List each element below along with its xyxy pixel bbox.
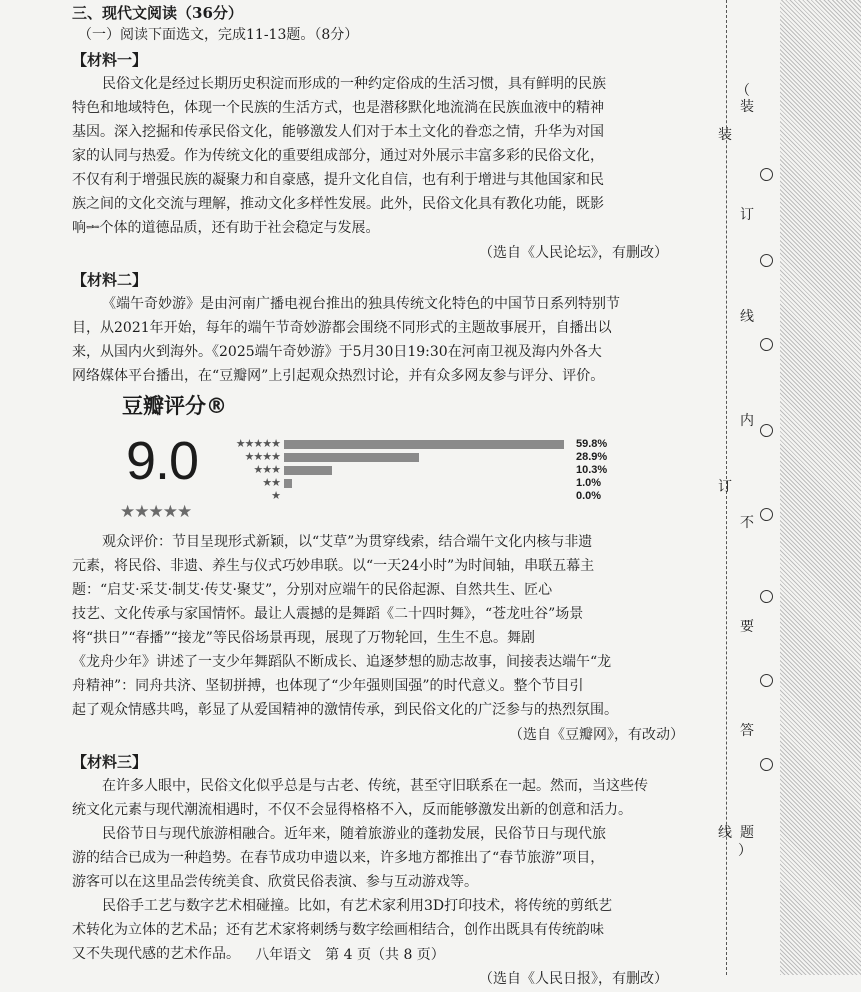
rating-row xyxy=(220,477,640,490)
material1-line: 响ᆂ个体的道德品质，还有助于社会稳定与发展。 xyxy=(72,220,380,236)
material3-line: 术转化为立体的艺术品；还有艺术家将刺绣与数字绘画相结合，创作出既具有传统韵味 xyxy=(72,922,604,938)
material1-line: 基因。深入挖掘和传承民俗文化，能够激发人们对于本土文化的眷恋之情，升华为对国 xyxy=(72,124,604,140)
material2-line: 来，从国内火到海外。《2025端午奇妙游》于5月30日19:30在河南卫视及海内外各大 xyxy=(72,344,602,360)
binding-hole-circle xyxy=(760,508,773,521)
rating-percent: 0.0% xyxy=(576,490,602,502)
rating-bar xyxy=(284,453,419,462)
rating-stars-icon: ★ xyxy=(271,489,280,502)
review-line: 《龙舟少年》讲述了一支少年舞蹈队不断成长、追逐梦想的励志故事，间接表达端午“龙 xyxy=(72,654,612,670)
rating-stars-icon: ★★ xyxy=(262,476,280,489)
binding-paren-close: ） xyxy=(738,843,752,859)
review-line: 观众评价：节目呈现形式新颖，以“艾草”为贯穿线索，结合端午文化内核与非遗 xyxy=(102,534,593,550)
material3-line: 在许多人眼中，民俗文化似乎总是与古老、传统，甚至守旧联系在一起。然而，当这些传 xyxy=(102,778,648,794)
material3-heading: 【材料三】 xyxy=(72,753,148,771)
material3-line: 统文化元素与现代潮流相遇时，不仅不会显得格格不入，反而能够激发出新的创意和活力。 xyxy=(72,802,632,818)
douban-score: 9.0 xyxy=(126,431,199,491)
rating-percent: 59.8% xyxy=(576,438,608,450)
rating-row xyxy=(220,490,640,503)
binding-hole-circle xyxy=(760,168,773,181)
rating-bar xyxy=(284,479,292,488)
binding-char: 装 xyxy=(718,127,732,143)
page-footer: 八年语文 第 4 页（共 8 页） xyxy=(255,947,445,963)
material3-line: 游的结合已成为一种趋势。在春节成功申遗以来，许多地方都推出了“春节旅游”项目， xyxy=(72,850,605,866)
rating-bar xyxy=(284,466,332,475)
binding-hole-circle xyxy=(760,254,773,267)
material1-line: 不仅有利于增强民族的凝聚力和自豪感，提升文化自信，也有利于增进与其他国家和民 xyxy=(72,172,604,188)
binding-hole-circle xyxy=(760,590,773,603)
scan-edge-hatch xyxy=(780,0,861,975)
binding-char: 内 xyxy=(740,413,754,429)
material1-line: 家的认同与热爱。作为传统文化的重要组成部分，通过对外展示丰富多彩的民俗文化， xyxy=(72,148,604,164)
binding-hole-circle xyxy=(760,424,773,437)
rating-row xyxy=(220,451,640,464)
rating-stars-icon: ★★★★★ xyxy=(235,437,280,450)
binding-char: 不 xyxy=(740,515,754,531)
binding-hole-circle xyxy=(760,674,773,687)
material2-source: （选自《豆瓣网》，有改动） xyxy=(509,727,684,743)
binding-char: 装 xyxy=(740,99,754,115)
material3-line: 民俗节日与现代旅游相融合。近年来，随着旅游业的蓬勃发展，民俗节日与现代旅 xyxy=(102,826,606,842)
binding-strip xyxy=(716,70,776,870)
material2-line: 目，从2021年开始，每年的端午节奇妙游都会围绕不同形式的主题故事展开，自播出以 xyxy=(72,320,612,336)
material1-source: （选自《人民论坛》，有删改） xyxy=(479,245,668,261)
binding-char: 题 xyxy=(740,825,754,841)
douban-rating-widget xyxy=(72,390,684,530)
material2-line: 网络媒体平台播出，在“豆瓣网”上引起观众热烈讨论，并有众多网友参与评分、评价。 xyxy=(72,368,605,384)
review-line: 技艺、文化传承与家国情怀。最让人震撼的是舞蹈《二十四时舞》，“苍龙吐谷”场景 xyxy=(72,606,584,622)
binding-char: 订 xyxy=(740,207,754,223)
binding-paren-open: （ xyxy=(736,83,750,99)
douban-rating-breakdown xyxy=(220,438,640,503)
review-line: 起了观众情感共鸣，彰显了从爱国精神的激情传承，到民俗文化的广泛参与的热烈氛围。 xyxy=(72,702,618,718)
material2-line: 《端午奇妙游》是由河南广播电视台推出的独具传统文化特色的中国节日系列特别节 xyxy=(102,296,620,312)
material3-line: 游客可以在这里品尝传统美食、欣赏民俗表演、参与互动游戏等。 xyxy=(72,874,478,890)
material3-line: 又不失现代感的艺术作品。 xyxy=(72,946,240,962)
material1-line: 族之间的文化交流与理解，推动文化多样性发展。此外，民俗文化具有教化功能，既影 xyxy=(72,196,604,212)
rating-stars-icon: ★★★ xyxy=(253,463,280,476)
material3-source: （选自《人民日报》，有删改） xyxy=(479,971,668,987)
material3-line: 民俗手工艺与数字艺术相碰撞。比如，有艺术家利用3D打印技术，将传统的剪纸艺 xyxy=(102,898,613,914)
rating-percent: 28.9% xyxy=(576,451,608,463)
rating-row xyxy=(220,464,640,477)
material2-heading: 【材料二】 xyxy=(72,271,148,289)
douban-score-stars-icon: ★★★★★ xyxy=(120,502,192,522)
binding-char: 答 xyxy=(740,723,754,739)
douban-rating-title: 豆瓣评分® xyxy=(122,394,227,418)
review-line: 将“拱日”“春播”“接龙”等民俗场景再现，展现了万物轮回，生生不息。舞剧 xyxy=(72,630,535,646)
section-title: 三、现代文阅读（36分） xyxy=(72,4,243,22)
review-line: 元素，将民俗、非遗、养生与仪式巧妙串联。以“一天24小时”为时间轴，串联五幕主 xyxy=(72,558,595,574)
binding-hole-circle xyxy=(760,338,773,351)
rating-percent: 10.3% xyxy=(576,464,608,476)
rating-stars-icon: ★★★★ xyxy=(244,450,280,463)
binding-char: 订 xyxy=(718,479,732,495)
main-content xyxy=(72,2,684,992)
review-line: 题：“启艾·采艾·制艾·传艾·聚艾”，分别对应端午的民俗起源、自然共生、匠心 xyxy=(72,582,553,598)
material1-heading: 【材料一】 xyxy=(72,51,148,69)
material1-line: 特色和地域特色，体现一个民族的生活方式，也是潜移默化地流淌在民族血液中的精神 xyxy=(72,100,604,116)
subsection-title: （一）阅读下面选文，完成11-13题。（8分） xyxy=(78,27,359,43)
binding-char: 线 xyxy=(718,825,732,841)
binding-hole-circle xyxy=(760,758,773,771)
material1-line: 民俗文化是经过长期历史积淀而形成的一种约定俗成的生活习惯，具有鲜明的民族 xyxy=(102,76,606,92)
binding-char: 要 xyxy=(740,619,754,635)
binding-char: 线 xyxy=(740,309,754,325)
rating-percent: 1.0% xyxy=(576,477,602,489)
rating-bar xyxy=(284,440,564,449)
rating-row xyxy=(220,438,640,451)
review-line: 舟精神”：同舟共济、坚韧拼搏，也体现了“少年强则国强”的时代意义。整个节目引 xyxy=(72,678,584,694)
